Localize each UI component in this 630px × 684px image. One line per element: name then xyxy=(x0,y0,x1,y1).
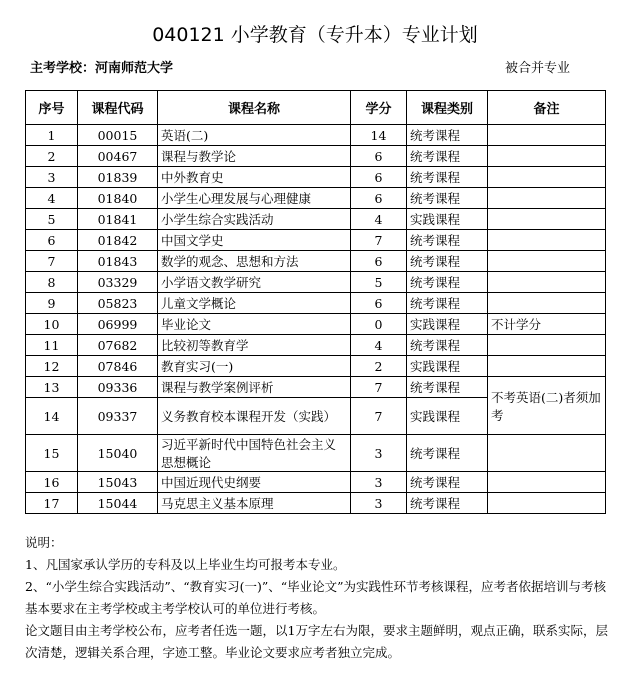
table-header-row xyxy=(26,91,606,125)
table-row xyxy=(26,230,606,251)
cell-code: 00015 xyxy=(78,125,158,146)
cell-note xyxy=(488,272,606,293)
cell-no: 14 xyxy=(26,398,78,435)
cell-code: 01840 xyxy=(78,188,158,209)
table-row xyxy=(26,293,606,314)
cell-type: 统考课程 xyxy=(407,251,488,272)
cell-note xyxy=(488,493,606,514)
table-row xyxy=(26,167,606,188)
header-no: 序号 xyxy=(26,91,78,125)
cell-code: 00467 xyxy=(78,146,158,167)
cell-note xyxy=(488,472,606,493)
cell-type: 实践课程 xyxy=(407,398,488,435)
note-item-thesis: 论文题目由主考学校公布，应考者任选一题，以1万字左右为限，要求主题鲜明，观点正确，联系实际，层次清楚，逻辑关系合理，字迹工整。毕业论文要求应考者独立完成。 xyxy=(25,623,608,660)
table-row xyxy=(26,493,606,514)
page-title: 040121 小学教育（专升本）专业计划 xyxy=(152,24,478,46)
cell-type: 统考课程 xyxy=(407,377,488,398)
cell-no: 9 xyxy=(26,293,78,314)
cell-code: 01841 xyxy=(78,209,158,230)
cell-no: 5 xyxy=(26,209,78,230)
cell-name: 小学语文教学研究 xyxy=(158,272,351,293)
cell-type: 统考课程 xyxy=(407,188,488,209)
cell-name: 中国近现代史纲要 xyxy=(158,472,351,493)
cell-code: 01839 xyxy=(78,167,158,188)
cell-type: 统考课程 xyxy=(407,230,488,251)
cell-no: 4 xyxy=(26,188,78,209)
cell-credit: 6 xyxy=(351,146,407,167)
cell-credit: 14 xyxy=(351,125,407,146)
cell-no: 11 xyxy=(26,335,78,356)
exam-school-label: 主考学校：河南师范大学 xyxy=(30,61,174,76)
cell-code: 09337 xyxy=(78,398,158,435)
table-row xyxy=(26,377,606,398)
cell-note xyxy=(488,209,606,230)
cell-no: 16 xyxy=(26,472,78,493)
cell-type: 统考课程 xyxy=(407,125,488,146)
notes-heading: 说明： xyxy=(25,535,63,550)
header-type: 课程类别 xyxy=(407,91,488,125)
header-credit: 学分 xyxy=(351,91,407,125)
cell-code: 15043 xyxy=(78,472,158,493)
cell-note: 不计学分 xyxy=(488,314,606,335)
table-row xyxy=(26,272,606,293)
cell-name: 课程与教学论 xyxy=(158,146,351,167)
note-item-2: 2、“小学生综合实践活动”、“教育实习(一)”、“毕业论文”为实践性环节考核课程，应考者依据培训与考核基本要求在主考学校或主考学校认可的单位进行考核。 xyxy=(25,579,607,616)
table-row xyxy=(26,251,606,272)
cell-type: 统考课程 xyxy=(407,293,488,314)
table-row xyxy=(26,188,606,209)
notes-section xyxy=(25,532,610,664)
cell-code: 07682 xyxy=(78,335,158,356)
course-plan-table xyxy=(25,90,606,514)
cell-name: 中国文学史 xyxy=(158,230,351,251)
cell-code: 01843 xyxy=(78,251,158,272)
cell-credit: 0 xyxy=(351,314,407,335)
cell-no: 17 xyxy=(26,493,78,514)
cell-no: 15 xyxy=(26,435,78,472)
cell-note xyxy=(488,167,606,188)
cell-credit: 6 xyxy=(351,188,407,209)
note-item-1: 1、凡国家承认学历的专科及以上毕业生均可报考本专业。 xyxy=(25,557,346,572)
cell-name: 中外教育史 xyxy=(158,167,351,188)
cell-no: 8 xyxy=(26,272,78,293)
cell-type: 实践课程 xyxy=(407,209,488,230)
table-row xyxy=(26,335,606,356)
cell-name: 小学生心理发展与心理健康 xyxy=(158,188,351,209)
cell-credit: 5 xyxy=(351,272,407,293)
cell-credit: 2 xyxy=(351,356,407,377)
cell-code: 06999 xyxy=(78,314,158,335)
cell-no: 10 xyxy=(26,314,78,335)
cell-credit: 4 xyxy=(351,209,407,230)
cell-credit: 6 xyxy=(351,167,407,188)
cell-credit: 4 xyxy=(351,335,407,356)
cell-code: 03329 xyxy=(78,272,158,293)
header-note: 备注 xyxy=(488,91,606,125)
cell-note xyxy=(488,146,606,167)
table-row xyxy=(26,356,606,377)
cell-no: 3 xyxy=(26,167,78,188)
cell-name: 儿童文学概论 xyxy=(158,293,351,314)
cell-name: 习近平新时代中国特色社会主义思想概论 xyxy=(158,435,351,472)
cell-type: 实践课程 xyxy=(407,356,488,377)
cell-no: 6 xyxy=(26,230,78,251)
table-row xyxy=(26,146,606,167)
header-name: 课程名称 xyxy=(158,91,351,125)
cell-no: 13 xyxy=(26,377,78,398)
cell-no: 1 xyxy=(26,125,78,146)
cell-note xyxy=(488,293,606,314)
cell-note-merged: 不考英语(二)者须加考 xyxy=(488,377,606,435)
cell-code: 15040 xyxy=(78,435,158,472)
table-row xyxy=(26,472,606,493)
header-code: 课程代码 xyxy=(78,91,158,125)
cell-type: 统考课程 xyxy=(407,435,488,472)
cell-code: 07846 xyxy=(78,356,158,377)
cell-code: 01842 xyxy=(78,230,158,251)
cell-name: 数学的观念、思想和方法 xyxy=(158,251,351,272)
table-row xyxy=(26,314,606,335)
table-row xyxy=(26,125,606,146)
cell-no: 7 xyxy=(26,251,78,272)
cell-code: 09336 xyxy=(78,377,158,398)
cell-note xyxy=(488,188,606,209)
cell-type: 统考课程 xyxy=(407,493,488,514)
cell-name: 教育实习(一) xyxy=(158,356,351,377)
cell-note xyxy=(488,230,606,251)
cell-name: 马克思主义基本原理 xyxy=(158,493,351,514)
cell-note xyxy=(488,335,606,356)
cell-note xyxy=(488,356,606,377)
cell-credit: 6 xyxy=(351,251,407,272)
cell-credit: 3 xyxy=(351,435,407,472)
cell-code: 15044 xyxy=(78,493,158,514)
cell-no: 12 xyxy=(26,356,78,377)
cell-name: 小学生综合实践活动 xyxy=(158,209,351,230)
cell-credit: 3 xyxy=(351,493,407,514)
cell-note xyxy=(488,435,606,472)
table-row xyxy=(26,209,606,230)
cell-name: 义务教育校本课程开发（实践） xyxy=(158,398,351,435)
cell-note xyxy=(488,125,606,146)
cell-credit: 6 xyxy=(351,293,407,314)
cell-name: 课程与教学案例评析 xyxy=(158,377,351,398)
cell-no: 2 xyxy=(26,146,78,167)
cell-credit: 7 xyxy=(351,230,407,251)
cell-type: 统考课程 xyxy=(407,167,488,188)
cell-name: 比较初等教育学 xyxy=(158,335,351,356)
cell-code: 05823 xyxy=(78,293,158,314)
cell-credit: 3 xyxy=(351,472,407,493)
cell-name: 英语(二) xyxy=(158,125,351,146)
cell-credit: 7 xyxy=(351,398,407,435)
cell-type: 统考课程 xyxy=(407,146,488,167)
cell-type: 统考课程 xyxy=(407,472,488,493)
cell-type: 实践课程 xyxy=(407,314,488,335)
cell-type: 统考课程 xyxy=(407,335,488,356)
cell-credit: 7 xyxy=(351,377,407,398)
table-row xyxy=(26,435,606,472)
merged-major-label: 被合并专业 xyxy=(505,61,571,76)
cell-name: 毕业论文 xyxy=(158,314,351,335)
cell-type: 统考课程 xyxy=(407,272,488,293)
cell-note xyxy=(488,251,606,272)
